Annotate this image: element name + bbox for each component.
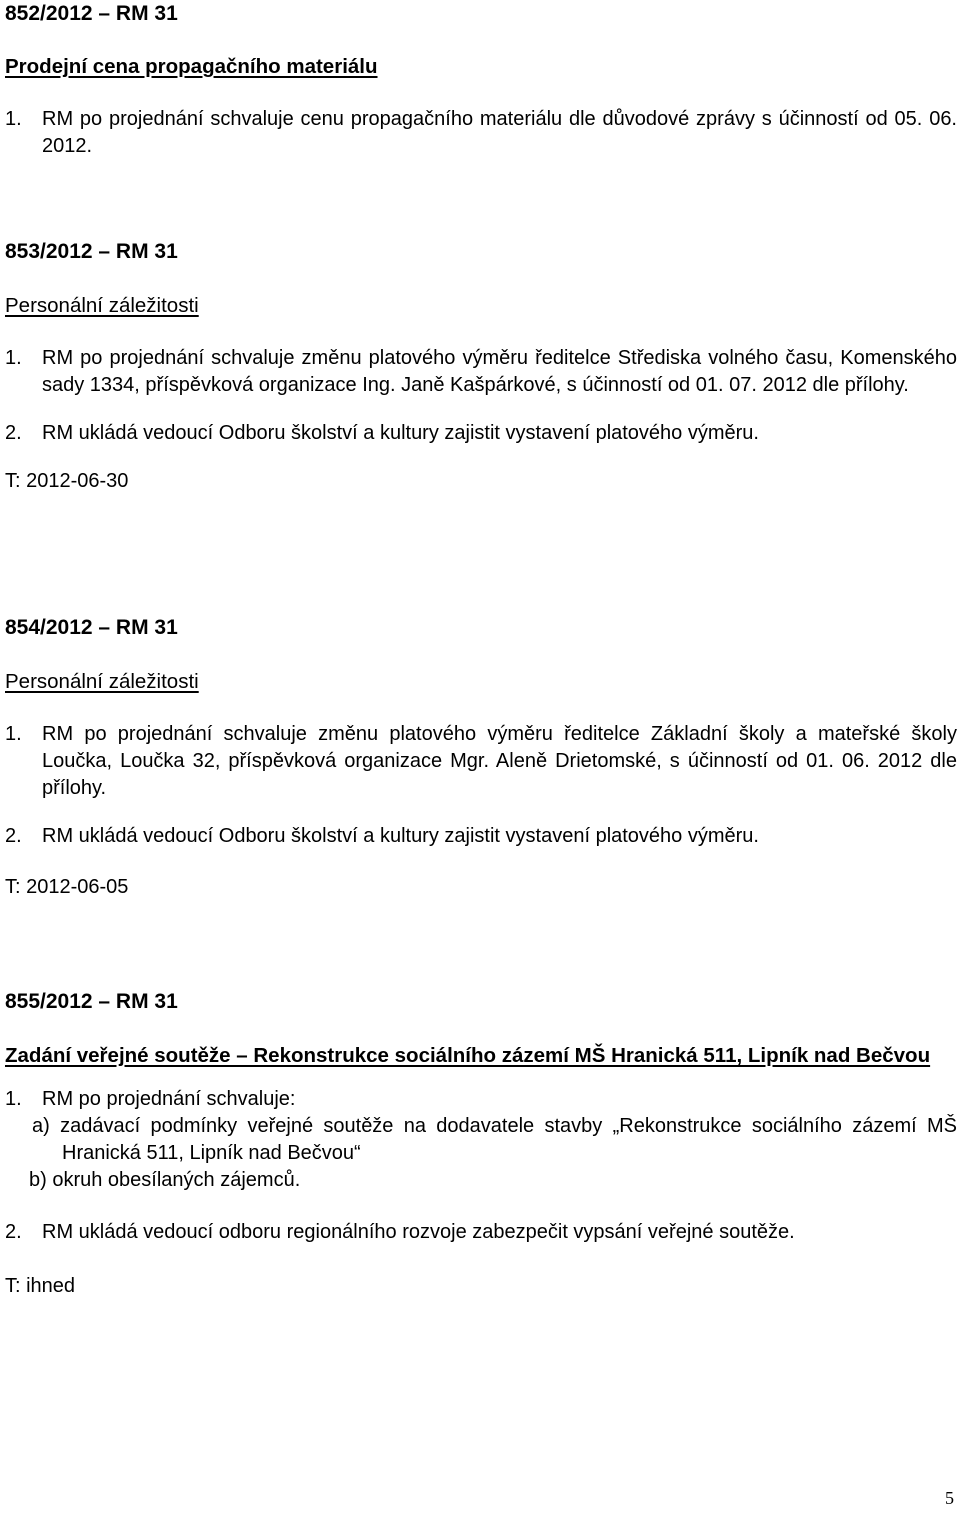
resolution-sub-item: b) okruh obesílaných zájemců. [29, 1169, 301, 1191]
item-number: 1. [5, 108, 22, 130]
item-text: RM ukládá vedoucí odboru regionálního rozvoje zabezpečit vypsání veřejné soutěže. [42, 1221, 795, 1243]
resolution-heading: 852/2012 – RM 31 [5, 2, 178, 25]
resolution-heading: 853/2012 – RM 31 [5, 240, 178, 263]
term-deadline: T: 2012-06-05 [5, 876, 129, 898]
item-number: 2. [5, 1221, 22, 1243]
item-number: 2. [5, 422, 22, 444]
item-number: 1. [5, 1088, 22, 1110]
resolution-heading: 855/2012 – RM 31 [5, 990, 178, 1013]
resolution-subject: Personální záležitosti [5, 670, 199, 693]
resolution-subject: Zadání veřejné soutěže – Rekonstrukce sociálního zázemí MŠ Hranická 511, Lipník nad Bečvou [5, 1044, 931, 1067]
item-text: RM ukládá vedoucí Odboru školství a kultury zajistit vystavení platového výměru. [42, 422, 759, 444]
resolution-sub-item: a) zadávací podmínky veřejné soutěže na dodavatele stavby „Rekonstrukce sociálního zázemí MŠ Hranická 511, Lipník nad Bečvou“ [32, 1115, 957, 1164]
item-number: 1. [5, 347, 22, 369]
resolution-852 [5, 2, 957, 160]
item-text: RM po projednání schvaluje: [42, 1088, 296, 1110]
resolution-item [5, 721, 957, 802]
resolution-855 [5, 990, 957, 1300]
resolution-854 [5, 616, 957, 901]
resolution-853 [5, 240, 957, 495]
item-text: RM ukládá vedoucí Odboru školství a kultury zajistit vystavení platového výměru. [42, 825, 759, 847]
resolution-item [5, 420, 957, 447]
item-text: RM po projednání schvaluje změnu platového výměru ředitelce Střediska volného času, Komenského sady 1334, příspěvková organizace Ing. Janě Kašpárkové, s účinností od 01. 07. 2012 dle přílohy. [42, 347, 957, 396]
resolution-item [5, 106, 957, 160]
item-number: 1. [5, 723, 22, 745]
term-deadline: T: ihned [5, 1275, 76, 1297]
item-text: RM po projednání schvaluje změnu platového výměru ředitelce Základní školy a mateřské školy Loučka, Loučka 32, příspěvková organizace Mgr. Aleně Drietomské, s účinností od 01. 06. 2012 dle přílohy. [42, 723, 957, 799]
resolution-subject: Personální záležitosti [5, 294, 199, 317]
resolution-subject: Prodejní cena propagačního materiálu [5, 55, 378, 78]
resolution-item [5, 345, 957, 399]
resolution-item [5, 823, 957, 850]
item-text: RM po projednání schvaluje cenu propagačního materiálu dle důvodové zprávy s účinností od 05. 06. 2012. [42, 108, 957, 157]
resolution-heading: 854/2012 – RM 31 [5, 616, 178, 639]
term-deadline: T: 2012-06-30 [5, 470, 129, 492]
item-number: 2. [5, 825, 22, 847]
resolution-item [5, 1219, 957, 1246]
resolution-item [5, 1086, 957, 1113]
page-number: 5 [945, 1488, 954, 1508]
